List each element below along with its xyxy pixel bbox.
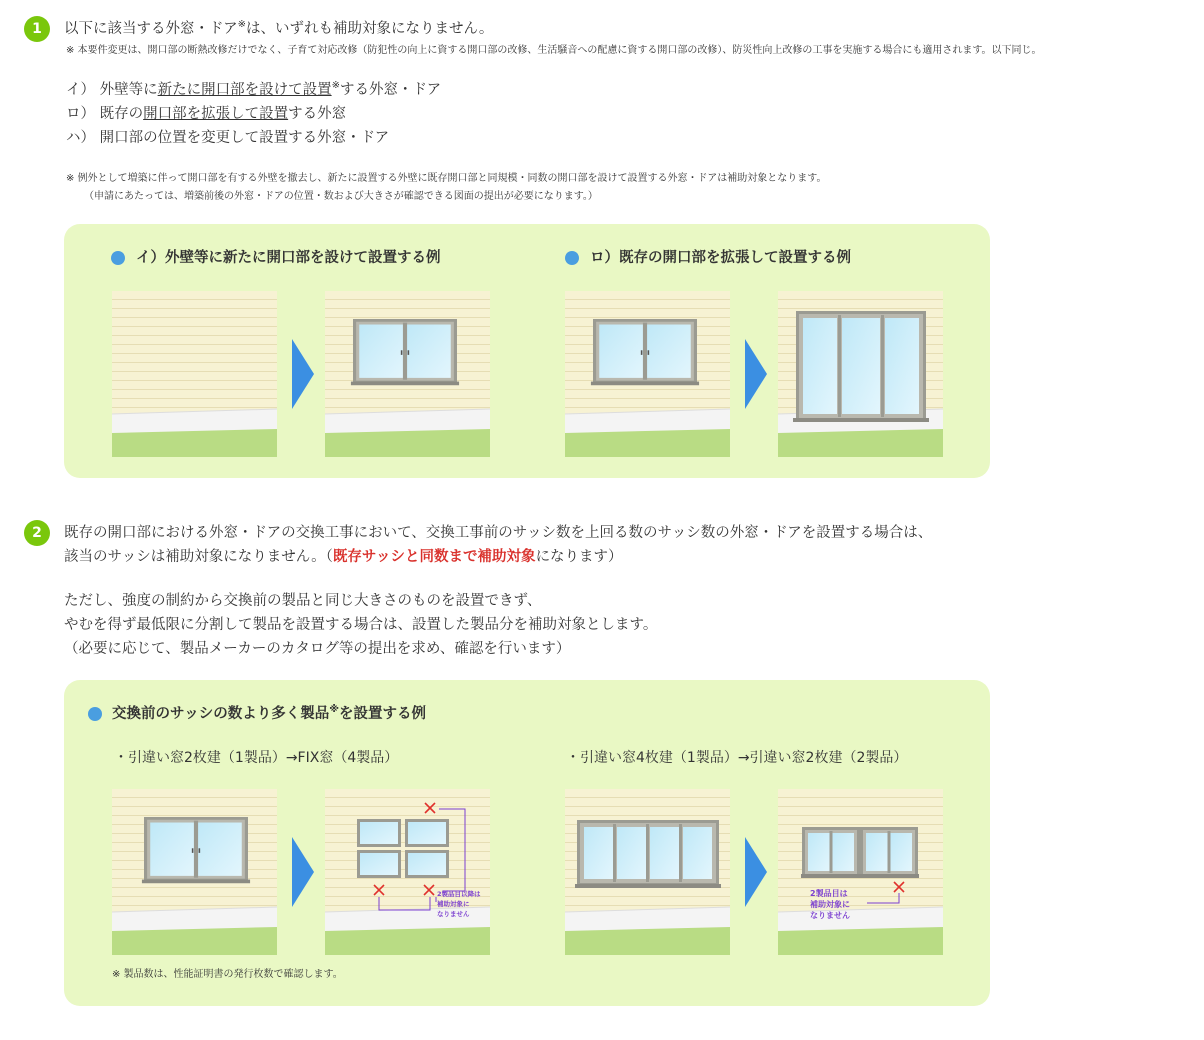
annotation-a-line-2: 補助対象に	[437, 900, 470, 908]
exception-note: ※ 例外として増築に伴って開口部を有する外壁を撤去し、新たに設置する外壁に既存開口部と同規模・同数の開口部を設けて設置する外窓・ドアは補助対象となります。	[66, 173, 827, 184]
example-a-title: イ）外壁等に新たに開口部を設けて設置する例	[136, 250, 441, 266]
wall-before-illustration	[112, 291, 277, 457]
item-ro-suffix: する外窓	[288, 106, 347, 122]
section-2-para-1: ただし、強度の制約から交換前の製品と同じ大きさのものを設置できず、	[64, 593, 542, 609]
section-1-heading-text-b: は、いずれも補助対象になりません。	[245, 21, 494, 37]
bullet-dot	[111, 251, 125, 265]
example-2-title	[112, 704, 426, 724]
item-ro	[66, 104, 346, 124]
sliding-2-pane-before-illustration	[112, 789, 277, 955]
annotation-a-line-1: 2製品目以降は	[437, 890, 481, 898]
annotation-a-line-3: なりません	[437, 910, 470, 918]
wall-expanded-window-illustration	[778, 291, 943, 457]
section-1-note: ※ 本要件変更は、開口部の断熱改修だけでなく、子育て対応改修（防犯性の向上に資する開口部の改修、生活騒音への配慮に資する開口部の改修）、防災性向上改修の工事を実施する場合にも適用されます。以下同じ。	[66, 45, 1042, 56]
section-2-emphasis: 既存サッシと同数まで補助対象	[332, 549, 536, 565]
example-2-title-a: 交換前のサッシの数より多く製品	[112, 706, 330, 722]
example-b-title: ロ）既存の開口部を拡張して設置する例	[590, 250, 851, 266]
arrow-right-icon	[745, 339, 767, 409]
section-2-line-2-a: 該当のサッシは補助対象になりません。（	[64, 549, 333, 565]
item-i-mark: ※	[331, 80, 340, 92]
footnote: ※ 製品数は、性能証明書の発行枚数で確認します。	[112, 969, 343, 980]
fix-4-windows-after-illustration	[325, 789, 490, 955]
annotation-b-line-2: 補助対象に	[810, 900, 850, 909]
exception-note-sub: （申請にあたっては、増築前後の外窓・ドアの位置・数および大きさが確認できる図面の提出が必要になります。）	[84, 191, 598, 202]
item-i-suffix: する外窓・ドア	[340, 82, 442, 98]
section-2-number: 2	[24, 520, 50, 546]
section-1-heading-text-a: 以下に該当する外窓・ドア	[64, 21, 238, 37]
case-a-label: ・引違い窓2枚建（1製品）→FIX窓（4製品）	[114, 750, 399, 766]
arrow-right-icon	[292, 339, 314, 409]
annotation-b-line-3: なりません	[810, 911, 850, 920]
wall-new-window-illustration	[325, 291, 490, 457]
section-2-line-2-b: になります）	[535, 549, 623, 565]
section-1-number: 1	[24, 16, 50, 42]
example-2-title-mark: ※	[329, 704, 339, 716]
arrow-right-icon	[745, 837, 767, 907]
arrow-right-icon	[292, 837, 314, 907]
bullet-dot	[88, 707, 102, 721]
sliding-2-pane-x2-after-illustration	[778, 789, 943, 955]
item-ha-text: ハ） 開口部の位置を変更して設置する外窓・ドア	[66, 130, 390, 146]
section-1-heading-mark: ※	[237, 19, 246, 31]
item-i	[66, 80, 441, 100]
item-i-underline: 新たに開口部を設けて設置	[157, 82, 332, 98]
sliding-4-pane-before-illustration	[565, 789, 730, 955]
section-2-para-3: （必要に応じて、製品メーカーのカタログ等の提出を求め、確認を行います）	[64, 641, 571, 657]
annotation-b-line-1: 2製品目は	[810, 889, 848, 898]
section-1-heading	[64, 19, 493, 39]
example-2-title-b: を設置する例	[338, 706, 426, 722]
item-ro-prefix: ロ） 既存の	[66, 106, 144, 122]
bullet-dot	[565, 251, 579, 265]
section-2-line-1: 既存の開口部における外窓・ドアの交換工事において、交換工事前のサッシ数を上回る数のサッシ数の外窓・ドアを設置する場合は、	[64, 525, 933, 541]
section-2-line-2	[64, 547, 623, 567]
item-ha	[66, 128, 389, 148]
item-i-prefix: イ） 外壁等に	[66, 82, 158, 98]
wall-existing-window-illustration	[565, 291, 730, 457]
case-b-label: ・引違い窓4枚建（1製品）→引違い窓2枚建（2製品）	[566, 750, 908, 766]
item-ro-underline: 開口部を拡張して設置	[143, 106, 289, 122]
section-2-para-2: やむを得ず最低限に分割して製品を設置する場合は、設置した製品分を補助対象とします。	[64, 617, 658, 633]
svg-text:2製品目は 補助対象に なりません	[810, 888, 853, 920]
